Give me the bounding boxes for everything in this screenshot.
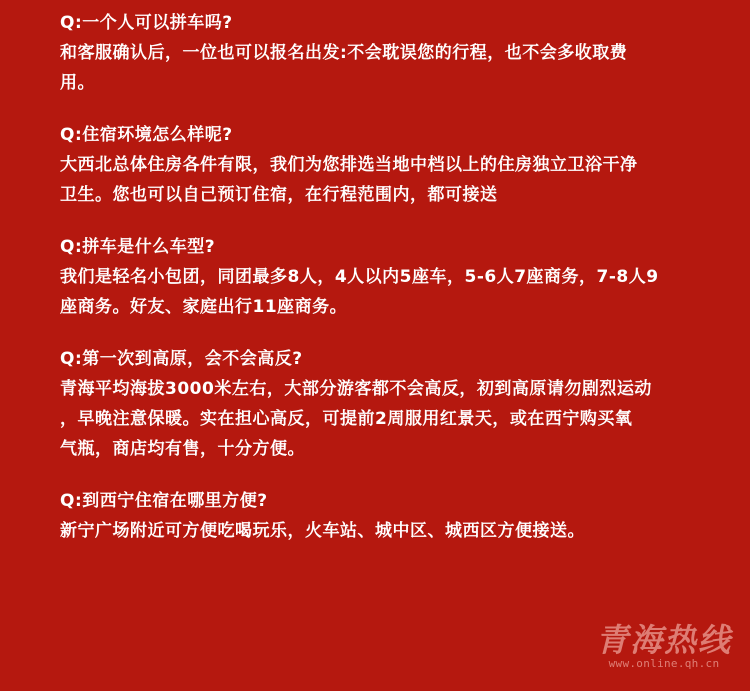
faq-answer: 和客服确认后，一位也可以报名出发:不会耽误您的行程，也不会多收取费 用。	[60, 43, 628, 93]
faq-question: Q:到西宁住宿在哪里方便?	[60, 491, 268, 511]
faq-question: Q:住宿环境怎么样呢?	[60, 125, 233, 145]
faq-question: Q:一个人可以拼车吗?	[60, 13, 233, 33]
faq-list	[60, 8, 720, 568]
faq-question: Q:第一次到高原，会不会高反?	[60, 349, 303, 369]
faq-item	[60, 8, 720, 98]
watermark-logo: 青海热线	[595, 621, 732, 659]
faq-answer: 青海平均海拔3000米左右，大部分游客都不会高反，初到高原请勿剧烈运动 ，早晚注意保暖。实在担心高反，可提前2周服用红景天，或在西宁购买氧 气瓶，商店均有售，十分方便。	[60, 379, 652, 459]
faq-answer: 我们是轻名小包团，同团最多8人，4人以内5座车，5-6人7座商务，7-8人9 座商务。好友、家庭出行11座商务。	[60, 267, 659, 317]
site-watermark	[596, 623, 732, 671]
watermark-url: www.online.qh.cn	[608, 657, 720, 670]
faq-answer: 大西北总体住房各件有限，我们为您排选当地中档以上的住房独立卫浴干净 卫生。您也可以自己预订住宿，在行程范围内，都可接送	[60, 155, 638, 205]
faq-answer: 新宁广场附近可方便吃喝玩乐，火车站、城中区、城西区方便接送。	[60, 521, 585, 541]
faq-item	[60, 120, 720, 210]
faq-question: Q:拼车是什么车型?	[60, 237, 216, 257]
faq-item	[60, 232, 720, 322]
faq-item	[60, 344, 720, 464]
faq-item	[60, 486, 720, 546]
